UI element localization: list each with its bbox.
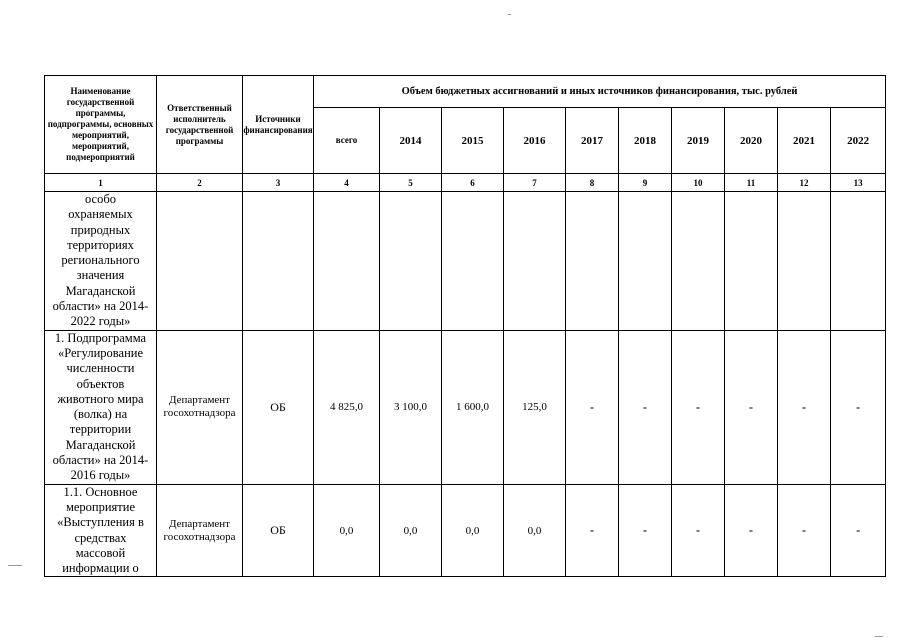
row-source: ОБ <box>243 330 314 484</box>
row-name-line: численности <box>66 361 135 376</box>
row-name-line: массовой <box>75 545 126 560</box>
row-value-2022: - <box>831 484 886 577</box>
row-executor: Департамент госохотнадзора <box>157 484 243 577</box>
column-number: 5 <box>380 174 442 192</box>
column-numbers-row <box>45 174 886 192</box>
budget-table <box>44 75 886 577</box>
row-name-line: информации о <box>62 561 139 576</box>
header-volume: Объем бюджетных ассигнований и иных источников финансирования, тыс. рублей <box>314 76 886 108</box>
row-value-2020: - <box>725 484 778 577</box>
row-value-2019: - <box>672 484 725 577</box>
scan-speck <box>8 565 22 566</box>
row-name-line: животного мира <box>57 391 144 406</box>
row-value-2016: 0,0 <box>504 484 566 577</box>
row-value-2017 <box>566 192 619 331</box>
row-value-2016: 125,0 <box>504 330 566 484</box>
column-number: 10 <box>672 174 725 192</box>
row-name-line: области» на 2014- <box>52 299 149 314</box>
column-number: 6 <box>442 174 504 192</box>
row-name-line: особо <box>85 192 116 206</box>
table-row <box>45 484 886 577</box>
header-year: 2021 <box>778 108 831 174</box>
row-name-line: 1. Подпрограмма <box>54 330 147 345</box>
row-value-2021: - <box>778 484 831 577</box>
row-name-line: Магаданской <box>65 437 136 452</box>
column-number: 7 <box>504 174 566 192</box>
row-name-line: области» на 2014- <box>52 453 149 468</box>
header-year: 2018 <box>619 108 672 174</box>
row-value-2015 <box>442 192 504 331</box>
row-name-line: 2016 годы» <box>70 468 131 483</box>
column-number: 13 <box>831 174 886 192</box>
row-value-2019 <box>672 192 725 331</box>
header-total: всего <box>314 108 380 174</box>
column-number: 2 <box>157 174 243 192</box>
row-value-2022: - <box>831 330 886 484</box>
row-name-line: регионального <box>61 253 140 268</box>
row-name-line: значения <box>76 268 125 283</box>
row-name-line: «Выступления в <box>57 515 144 530</box>
row-name-line: средствах <box>74 530 127 545</box>
row-name-cell <box>45 192 157 331</box>
scan-speck <box>875 636 883 637</box>
row-value-2018: - <box>619 484 672 577</box>
row-value-2017: - <box>566 484 619 577</box>
column-number: 11 <box>725 174 778 192</box>
header-year: 2019 <box>672 108 725 174</box>
row-value-2022 <box>831 192 886 331</box>
row-name-line: (волка) на <box>73 407 128 422</box>
column-number: 9 <box>619 174 672 192</box>
row-value-2020 <box>725 192 778 331</box>
row-name-line: охраняемых <box>68 207 133 222</box>
header-year: 2015 <box>442 108 504 174</box>
row-name-line: мероприятие <box>65 499 136 514</box>
table-row <box>45 330 886 484</box>
header-year: 2014 <box>380 108 442 174</box>
header-name: Наименование государственной программы, подпрограммы, основных мероприятий, мероприятий, подмероприятий <box>45 76 157 174</box>
row-total: 4 825,0 <box>314 330 380 484</box>
row-value-2021: - <box>778 330 831 484</box>
table-row <box>45 192 886 331</box>
row-value-2020: - <box>725 330 778 484</box>
header-year: 2017 <box>566 108 619 174</box>
row-value-2019: - <box>672 330 725 484</box>
row-name-line: 2022 годы» <box>70 314 131 329</box>
header-year: 2020 <box>725 108 778 174</box>
row-name-line: 1.1. Основное <box>63 484 138 499</box>
header-row-top <box>45 76 886 108</box>
row-source <box>243 192 314 331</box>
column-number: 12 <box>778 174 831 192</box>
header-source: Источники финансирования <box>243 76 314 174</box>
row-total <box>314 192 380 331</box>
row-name-line: территориях <box>67 237 134 252</box>
row-executor: Департамент госохотнадзора <box>157 330 243 484</box>
column-number: 8 <box>566 174 619 192</box>
row-total: 0,0 <box>314 484 380 577</box>
row-value-2014: 0,0 <box>380 484 442 577</box>
row-name-line: территории <box>69 422 132 437</box>
row-value-2017: - <box>566 330 619 484</box>
header-year: 2016 <box>504 108 566 174</box>
row-value-2015: 1 600,0 <box>442 330 504 484</box>
row-value-2015: 0,0 <box>442 484 504 577</box>
row-name-line: «Регулирование <box>57 345 144 360</box>
row-name-line: объектов <box>76 376 125 391</box>
row-source: ОБ <box>243 484 314 577</box>
column-number: 3 <box>243 174 314 192</box>
header-year: 2022 <box>831 108 886 174</box>
row-name-cell <box>45 330 157 484</box>
row-executor <box>157 192 243 331</box>
row-value-2016 <box>504 192 566 331</box>
row-value-2018 <box>619 192 672 331</box>
column-number: 4 <box>314 174 380 192</box>
row-value-2014 <box>380 192 442 331</box>
row-value-2014: 3 100,0 <box>380 330 442 484</box>
row-value-2018: - <box>619 330 672 484</box>
row-name-line: Магаданской <box>65 283 136 298</box>
scan-speck <box>508 14 511 15</box>
row-name-line: природных <box>70 222 131 237</box>
header-executor: Ответственный исполнитель государственной программы <box>157 76 243 174</box>
column-number: 1 <box>45 174 157 192</box>
row-value-2021 <box>778 192 831 331</box>
row-name-cell <box>45 484 157 577</box>
